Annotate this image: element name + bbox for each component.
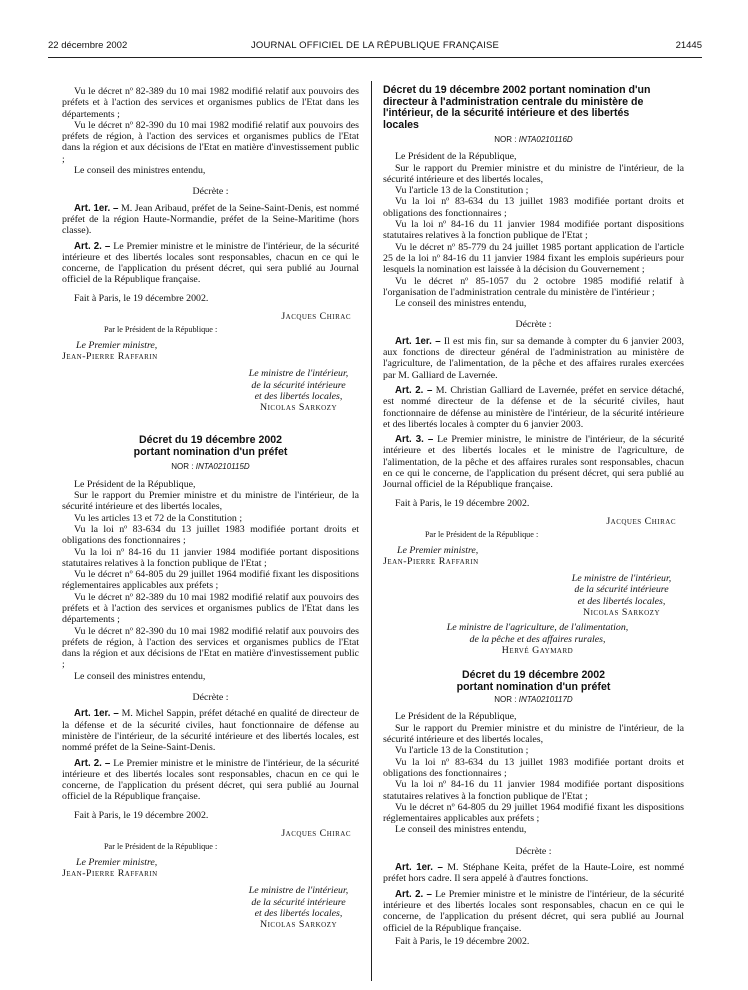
decree-paragraph: Sur le rapport du Premier ministre et du ministre de l'intérieur, de la sécurité intérieure et des libertés locales, — [62, 490, 359, 513]
article-label: Art. 1er. – — [395, 335, 441, 347]
right-column — [383, 85, 684, 947]
minister-signature — [559, 573, 684, 618]
decree-paragraph: Le conseil des ministres entendu, — [74, 670, 206, 682]
par-le-president: Par le Président de la République : — [104, 325, 218, 335]
decrete-heading: Décrète : — [515, 319, 552, 331]
article-text: Il est mis fin, sur sa demande à compter du 6 janvier 2003, aux fonctions de directeur général de l'administration au ministère de l'agriculture, de l'alimentation, de la pêche et des affaires rurales exercées par M. Galliard de Lavernée. — [383, 335, 685, 381]
decree-paragraph: Vu le décret nº 64-805 du 29 juillet 1964 modifié fixant les dispositions réglementaires applicables aux préfets ; — [62, 569, 359, 592]
decree-title: l'intérieur, de la sécurité intérieure et des libertés — [383, 107, 630, 119]
article-label: Art. 2. – — [395, 384, 433, 396]
president-signature: Jacques Chirac — [281, 311, 351, 323]
decree-paragraph: Vu les articles 13 et 72 de la Constitution ; — [74, 512, 243, 524]
decree-title: directeur à l'administration centrale du ministère de — [383, 95, 644, 108]
article-label: Art. 2. – — [74, 757, 111, 769]
decree-paragraph: Vu la loi nº 83-634 du 13 juillet 1983 modifiée portant droits et obligations des fonctionnaires ; — [62, 523, 359, 547]
decree-paragraph: Le Président de la République, — [74, 478, 196, 490]
article-text: Le Premier ministre et le ministre de l'intérieur, de la sécurité intérieure et des libertés locales sont responsables, chacun en ce qui le concerne, de l'application du présent décret, qui sera publié au Journal officiel de la République française. — [62, 757, 359, 803]
pm-signature: Jean-Pierre Raffarin — [62, 867, 158, 879]
decree-paragraph: Vu le décret nº 85-1057 du 2 octobre 1985 modifié relatif à l'organisation de l'administration centrale du ministère de l'intérieur ; — [383, 275, 684, 298]
visa-paragraph: Vu le décret nº 82-390 du 10 mai 1982 modifié relatif aux pouvoirs des préfets de région, à l'action des services et organismes publics de l'Etat dans la région et aux décisions de l'Etat en matière d'investissement public ; — [62, 119, 359, 165]
fait-a-paris: Fait à Paris, le 19 décembre 2002. — [395, 497, 530, 509]
decree-paragraph: Vu la loi nº 84-16 du 11 janvier 1984 modifiée portant dispositions statutaires relatives à la fonction publique de l'Etat ; — [383, 219, 684, 242]
decree-paragraph: Vu la loi nº 83-634 du 13 juillet 1983 modifiée portant droits et obligations des fonctionnaires ; — [383, 196, 684, 219]
decree-paragraph: Sur le rapport du Premier ministre et du ministre de l'intérieur, de la sécurité intérieure et des libertés locales, — [383, 162, 684, 185]
header-rule — [48, 57, 702, 58]
page-number: 21445 — [675, 40, 702, 51]
column-divider — [371, 81, 372, 981]
article-text: M. Jean Aribaud, préfet de la Seine-Saint-Denis, est nommé préfet de la région Haute-Normandie, préfet de la Seine-Maritime (hors classe). — [62, 202, 360, 237]
par-le-president: Par le Président de la République : — [425, 530, 539, 540]
journal-title: JOURNAL OFFICIEL DE LA RÉPUBLIQUE FRANÇAISE — [250, 40, 500, 51]
nor-code: INTA0210115D — [195, 462, 250, 472]
decree-paragraph: Vu le décret nº 64-805 du 29 juillet 1964 modifié fixant les dispositions réglementaires applicables aux préfets ; — [383, 801, 684, 825]
decree-paragraph: Vu le décret nº 82-390 du 10 mai 1982 modifié relatif aux pouvoirs des préfets de région, à l'action des services et organismes publics de l'Etat dans la région et aux décisions de l'Etat en matière d'investissement public ; — [62, 625, 359, 671]
article-label: Art. 1er. – — [74, 202, 119, 214]
article-label: Art. 1er. – — [74, 708, 119, 720]
pm-signature: Jean-Pierre Raffarin — [62, 350, 158, 362]
decrete-heading: Décrète : — [192, 186, 229, 198]
minister-title-line: et des libertés locales, — [577, 595, 666, 607]
article-2 — [62, 241, 359, 286]
visa-paragraph: Vu le décret nº 82-389 du 10 mai 1982 modifié relatif aux pouvoirs des préfets et à l'action des services et organismes publics de l'Etat dans les départements ; — [62, 86, 359, 120]
minister-name: Nicolas Sarkozy — [259, 402, 338, 414]
nor-code: INTA0210116D — [518, 135, 573, 144]
nor-label: NOR : — [494, 695, 517, 705]
decree-paragraph: Le conseil des ministres entendu, — [395, 298, 527, 310]
minister-title-line: Le ministre de l'intérieur, — [248, 885, 349, 897]
decree-paragraph: Le conseil des ministres entendu, — [395, 824, 527, 836]
article-label: Art. 3. – — [395, 434, 434, 446]
article-1 — [62, 203, 359, 237]
minister-signature — [238, 368, 359, 413]
minister-title-line: Le ministre de l'agriculture, de l'alimentation, — [446, 622, 629, 634]
decrete-heading: Décrète : — [515, 845, 552, 857]
decree-title: portant nomination d'un préfet — [456, 680, 611, 693]
minister-title-line: et des libertés locales, — [254, 390, 343, 402]
decree-paragraph: Vu le décret nº 82-389 du 10 mai 1982 modifié relatif aux pouvoirs des préfets et à l'action des services et organismes publics de l'Etat dans les départements ; — [62, 591, 359, 626]
article-label: Art. 2. – — [74, 240, 111, 252]
nor-reference — [383, 694, 684, 705]
article-3 — [383, 434, 684, 490]
article-label: Art. 2. – — [395, 888, 432, 900]
article-text: Le Premier ministre et le ministre de l'intérieur, de la sécurité intérieure et des libertés locales sont responsables, chacun en ce qui le concerne, de l'application du présent décret, qui sera publié au Journal officiel de la République française. — [62, 240, 359, 286]
decree-title: Décret du 19 décembre 2002 portant nomination d'un — [383, 84, 651, 96]
article-2 — [383, 889, 684, 934]
nor-reference — [62, 461, 359, 472]
article-1 — [383, 862, 684, 885]
nor-label: NOR : — [171, 462, 194, 472]
decree-title: locales — [383, 118, 419, 131]
decree-paragraph: Vu le décret nº 85-779 du 24 juillet 1985 portant application de l'article 25 de la loi nº 84-16 du 11 janvier 1984 fixant les emplois supérieurs pour lesquels la nomination est laissée à la décision du Gouvernement ; — [383, 241, 684, 276]
decree-paragraph: Vu la loi nº 84-16 du 11 janvier 1984 modifiée portant dispositions statutaires relatives à la fonction publique de l'Etat ; — [383, 779, 684, 802]
minister-signature — [238, 885, 359, 930]
decree-paragraph: Sur le rapport du Premier ministre et du ministre de l'intérieur, de la sécurité intérieure et des libertés locales, — [383, 722, 684, 746]
nor-reference — [383, 134, 684, 145]
page-header — [48, 40, 702, 54]
decrete-heading: Décrète : — [192, 692, 229, 704]
minister-title-line: de la pêche et des affaires rurales, — [469, 633, 606, 645]
article-text: M. Stéphane Keita, préfet de la Haute-Loire, est nommé préfet hors cadre. Il sera appelé à d'autres fonctions. — [383, 862, 684, 885]
pm-title: Le Premier ministre, — [76, 856, 158, 868]
minister-title-line: de la sécurité intérieure — [251, 379, 346, 391]
left-column — [62, 86, 359, 930]
decree-title: Décret du 19 décembre 2002 — [138, 434, 283, 447]
header-date: 22 décembre 2002 — [48, 40, 128, 51]
fait-a-paris: Fait à Paris, le 19 décembre 2002. — [395, 935, 530, 947]
minister-title-line: Le ministre de l'intérieur, — [248, 368, 349, 380]
article-2 — [62, 758, 359, 803]
minister-name: Hervé Gaymard — [501, 644, 574, 656]
nor-code: INTA0210117D — [518, 695, 573, 705]
minister-name: Nicolas Sarkozy — [259, 919, 338, 931]
article-2 — [383, 385, 684, 430]
article-1 — [383, 336, 684, 381]
decree-title: Décret du 19 décembre 2002 — [461, 669, 606, 682]
decree-paragraph: Le Président de la République, — [395, 711, 517, 723]
article-text: Le Premier ministre, le ministre de l'intérieur, de la sécurité intérieure et des libertés locales et le ministre de l'agriculture, de l'alimentation, de la pêche et des affaires rurales sont responsables, chacun en ce qui le concerne, de l'application du présent décret, qui sera publié au Journal officiel de la République française. — [383, 434, 684, 491]
pm-title: Le Premier ministre, — [397, 544, 479, 556]
minister-title-line: de la sécurité intérieure — [251, 896, 346, 908]
pm-signature: Jean-Pierre Raffarin — [383, 555, 479, 567]
decree-title: portant nomination d'un préfet — [133, 445, 288, 458]
minister-name: Nicolas Sarkozy — [582, 606, 661, 618]
article-1 — [62, 708, 359, 753]
article-text: Le Premier ministre et le ministre de l'intérieur, de la sécurité intérieure et des libertés locales sont responsables, chacun en ce qui le concerne, de l'application du présent décret, qui sera publié au Journal officiel de la République française. — [383, 888, 684, 934]
decree-paragraph: Vu l'article 13 de la Constitution ; — [395, 745, 529, 757]
decree-paragraph: Vu la loi nº 83-634 du 13 juillet 1983 modifiée portant droits et obligations des fonctionnaires ; — [383, 756, 684, 779]
pm-title: Le Premier ministre, — [76, 339, 158, 351]
minister-title-line: Le ministre de l'intérieur, — [571, 573, 672, 585]
minister-title-line: et des libertés locales, — [254, 907, 343, 919]
minister-agriculture-signature — [391, 622, 684, 656]
article-label: Art. 1er. – — [395, 862, 443, 874]
nor-label: NOR : — [494, 135, 517, 144]
article-text: M. Christian Galliard de Lavernée, préfet en service détaché, est nommé directeur de la défense et de la sécurité civiles, haut fonctionnaire de défense au ministère de l'intérieur, de la sécurité intérieure et des libertés locales à compter du 6 janvier 2003. — [383, 384, 684, 430]
fait-a-paris: Fait à Paris, le 19 décembre 2002. — [74, 292, 209, 304]
decree-paragraph: Le Président de la République, — [395, 151, 517, 163]
fait-a-paris: Fait à Paris, le 19 décembre 2002. — [74, 809, 209, 821]
decree-paragraph: Vu la loi nº 84-16 du 11 janvier 1984 modifiée portant dispositions statutaires relatives à la fonction publique de l'Etat ; — [62, 546, 359, 569]
president-signature: Jacques Chirac — [606, 515, 676, 527]
president-signature: Jacques Chirac — [281, 828, 351, 840]
article-text: M. Michel Sappin, préfet détaché en qualité de directeur de la défense et de la sécurité civiles, haut fonctionnaire de défense au ministère de l'intérieur, de la sécurité intérieure et des libertés locales, est nommé préfet de la Seine-Saint-Denis. — [62, 708, 359, 754]
visa-paragraph: Le conseil des ministres entendu, — [74, 165, 206, 177]
minister-title-line: de la sécurité intérieure — [574, 584, 669, 596]
par-le-president: Par le Président de la République : — [104, 842, 218, 852]
decree-paragraph: Vu l'article 13 de la Constitution ; — [395, 185, 529, 197]
